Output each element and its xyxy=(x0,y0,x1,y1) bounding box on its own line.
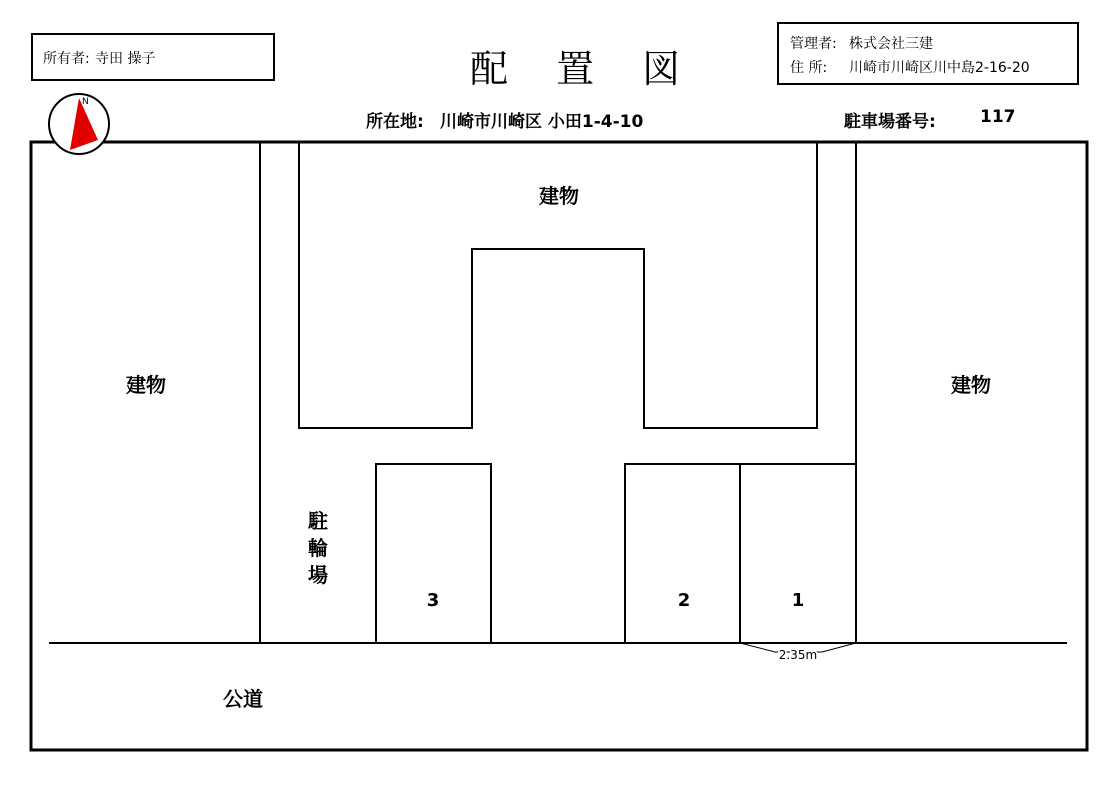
parking-space-3 xyxy=(376,464,491,643)
space-number-3: 3 xyxy=(426,590,440,611)
address-label: 住 所: xyxy=(790,60,828,76)
manager-address: 川崎市川崎区川中島2-16-20 xyxy=(849,60,1030,76)
manager-label: 管理者: xyxy=(790,36,837,52)
compass xyxy=(49,94,109,154)
owner-name: 寺田 操子 xyxy=(95,51,156,67)
parking-number-label: 駐車場番号: xyxy=(844,112,936,132)
manager-company: 株式会社三建 xyxy=(849,36,933,52)
space-number-2: 2 xyxy=(677,590,691,611)
building-left-label: 建物 xyxy=(126,373,166,397)
dimension-label: 2.35m xyxy=(778,648,818,662)
bicycle-parking-char-3: 場 xyxy=(308,563,328,587)
page-title: 配 置 図 xyxy=(470,47,699,91)
public-road-label: 公道 xyxy=(223,687,263,711)
bicycle-parking-char-2: 輪 xyxy=(308,536,328,560)
location-label: 所在地: xyxy=(366,112,424,132)
outer-frame xyxy=(31,142,1087,750)
location-value: 川崎市川崎区 小田1-4-10 xyxy=(440,112,644,132)
bicycle-parking-char-1: 駐 xyxy=(308,509,328,533)
space-number-1: 1 xyxy=(791,590,805,611)
building-right-label: 建物 xyxy=(951,373,991,397)
building-top-label: 建物 xyxy=(539,184,579,208)
owner-label: 所有者: xyxy=(43,51,90,67)
parking-number-value: 117 xyxy=(980,107,1016,127)
compass-north: N xyxy=(82,97,89,107)
